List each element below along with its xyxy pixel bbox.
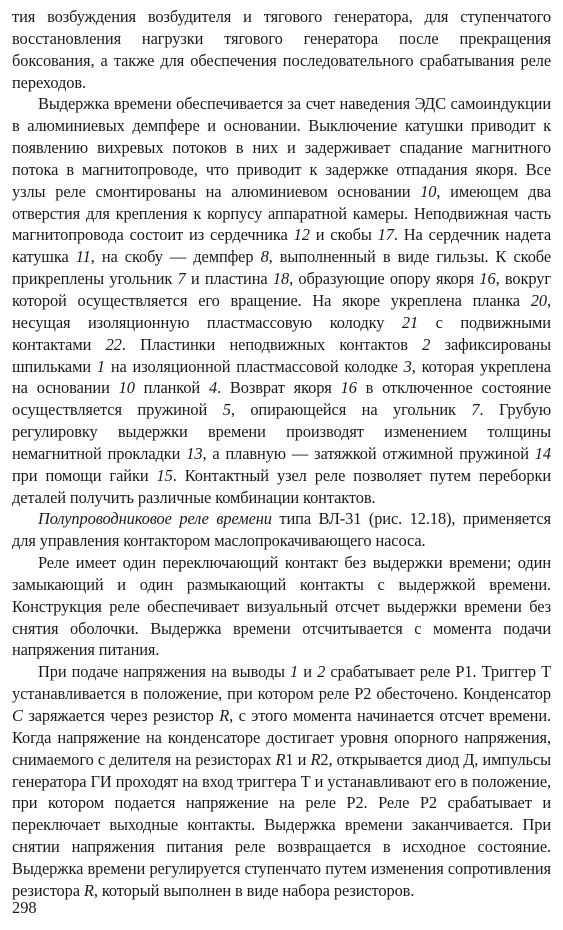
text-segment: , имеющем два отверстия для крепления к корпусу аппаратной камеры. Неподвижная часть магнитопровода состоит из сердечника [12, 181, 551, 245]
text-segment: , образующие опору якоря [289, 269, 480, 289]
italic-text: 13 [186, 443, 203, 463]
italic-text: 22 [105, 334, 122, 354]
italic-text: R [275, 749, 286, 769]
text-segment: , которая укреплена на основании [12, 356, 551, 398]
text-segment: , который выполнен в виде набора резисторов. [93, 880, 415, 900]
text-segment: при помощи гайки [12, 465, 157, 485]
paragraph-relay-contacts [12, 552, 551, 661]
italic-text: 10 [420, 181, 437, 201]
italic-text: 7 [177, 269, 186, 289]
italic-text: 15 [156, 465, 173, 485]
text-segment: , выполненный в виде гильзы. К скобе прикреплены угольник [12, 247, 551, 289]
text-segment: с подвижными контактами [12, 312, 551, 354]
paragraph-excitation-purpose [12, 6, 551, 93]
italic-text: 21 [401, 312, 419, 332]
italic-text: 16 [340, 378, 357, 398]
text-segment: тия возбуждения возбудителя и тягового генератора, для ступенчатого восстановления нагрузки тягового генератора после прекращения боксования, а также для обеспечения последовательного срабатывания реле переходов. [12, 7, 551, 92]
text-segment: Реле имеет один переключающий контакт без выдержки времени; один замыкающий и один размыкающий контакты с выдержкой времени. Конструкция реле обеспечивает визуальный отсчет выдержки времени без снятия оболочки. Выдержка времени отсчитывается с момента подачи напряжения питания. [12, 553, 551, 660]
text-segment: на изоляционной пластмассовой колодке [105, 356, 404, 376]
text-segment: планкой [134, 378, 209, 398]
italic-text: 17 [377, 225, 394, 245]
italic-text: 1 [96, 356, 105, 376]
italic-text: 11 [75, 247, 91, 267]
text-segment: , вокруг которой осуществляется его вращение. На якоре укреплена планка [12, 269, 551, 310]
text-segment: При подаче напряжения на выводы [38, 662, 291, 682]
text-body [12, 6, 551, 902]
text-segment: , опирающейся на угольник [230, 400, 472, 420]
italic-text: R [310, 749, 321, 769]
italic-text: 8 [260, 247, 269, 267]
paragraph-semiconductor-relay-intro [12, 508, 551, 552]
italic-text: 2 [317, 662, 326, 682]
text-segment: типа ВЛ-31 (рис. 12.18), применяется для управления контактором маслопрокачивающего насоса. [12, 509, 551, 551]
italic-text: 14 [534, 443, 551, 463]
italic-text: R [83, 880, 94, 900]
italic-text: 1 [290, 662, 299, 682]
text-segment: заряжается через резистор [22, 706, 220, 725]
italic-text: R [219, 706, 230, 725]
text-segment: и скобы [309, 225, 378, 245]
text-segment: в отключенное состояние осуществляется пружиной [12, 378, 551, 420]
text-segment: , а плавную — затяжкой отжимной пружиной [202, 443, 535, 463]
italic-text: 18 [272, 269, 290, 289]
italic-text: С [12, 706, 23, 725]
text-segment: , с этого момента начинается отсчет времени. Когда напряжение на конденсаторе достигает уровня опорного напряжения, снимаемого с делителя на резисторах [12, 706, 551, 769]
text-segment: Выдержка времени обеспечивается за счет наведения ЭДС самоиндукции в алюминиевых демпфере и основании. Выключение катушки приводит к появлению вихревых потоков в них и задерживает спадание магнитного потока в магнитопроводе, что приводит к задержке отпадания якоря. Все узлы реле смонтированы на алюминиевом основании [12, 94, 551, 201]
paragraph-relay-operation [12, 661, 551, 901]
italic-text: 20 [530, 290, 547, 310]
text-segment: . Грубую регулировку выдержки времени производят изменением толщины немагнитной прокладки [12, 400, 552, 463]
text-segment: и пластина [185, 269, 273, 289]
text-segment: , несущая изоляционную пластмассовую колодку [12, 290, 551, 332]
text-segment: и [298, 662, 318, 682]
italic-text: 16 [479, 269, 496, 289]
text-segment: . Возврат якоря [217, 378, 341, 398]
italic-text: 3 [403, 356, 412, 376]
italic-text: 12 [293, 225, 310, 245]
italic-text: 7 [471, 400, 480, 420]
text-segment: зафиксированы шпильками [12, 334, 552, 376]
text-segment: . Контактный узел реле позволяет путем переборки деталей получить различные комбинации контактов. [12, 465, 551, 507]
italic-text: 10 [118, 378, 135, 398]
italic-text: 4 [208, 378, 218, 398]
page-number: 298 [12, 898, 37, 917]
text-segment: . Пластинки неподвижных контактов [121, 334, 423, 354]
text-segment: 2, открывается диод Д, импульсы генератора ГИ проходят на вход триггера Т и устанавливают его в положение, при котором подается напряжение на реле Р2. Реле Р2 срабатывает и переключает выходные контакты. Выдержка времени заканчивается. При снятии напряжения питания реле возвращается в исходное состояние. Выдержка времени регулируется ступенчато путем изменения сопротивления резистора [12, 749, 551, 900]
italic-text: Полупроводниковое реле времени [38, 509, 272, 529]
text-segment: , на скобу — демпфер [90, 247, 261, 267]
text-segment: . На сердечник надета катушка [12, 225, 551, 267]
italic-text: 5 [222, 400, 231, 420]
italic-text: 2 [422, 334, 431, 354]
text-segment: 1 и [285, 749, 311, 769]
text-segment: срабатывает реле Р1. Триггер Т устанавливается в положение, при котором реле Р2 обесточено. Конденсатор [12, 662, 551, 704]
paragraph-time-delay-construction [12, 93, 551, 508]
